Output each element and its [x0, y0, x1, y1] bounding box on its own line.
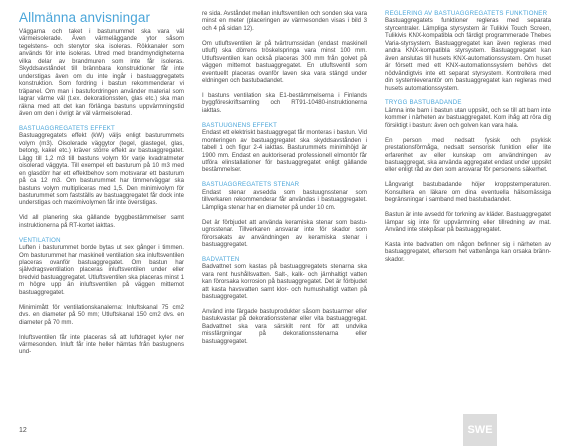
- page-number: 12: [19, 427, 27, 434]
- section-heading: BADVATTEN: [202, 255, 240, 263]
- paragraph: Endast ett elektriskt bastuaggregat får monteras i bastun. Vid monteringen av bastuaggregatet ska skyddsavstånden i tabell 1 och figur 2-4 iakttas. Basturummets minimihöjd är 1900 mm. Endast en auktoriserad professionell elmontör får utföra elinstallationer för bastuaggregatet enligt gällande bestämmelser.: [202, 129, 367, 174]
- paragraph: Endast stenar avsedda som bastuugnsstenar som tillverkaren rekommenderar får användas i bastuaggregatet. Lämpliga stenar har en diameter på under 10 cm.: [202, 188, 367, 211]
- paragraph: Inluftsventilen får inte placeras så att luftdraget kyler ner värmesonden. Inluft får inte heller hämtas från bastugnens und-: [19, 333, 184, 356]
- paragraph: Det är förbjudet att använda keramiska stenar som bastu-ugnsstenar. Tillverkaren ansvarar inte för skador som förorsakats av användningen av keramiska stenar i bastuaggregatet.: [202, 218, 367, 248]
- paragraph: Använd inte färgade bastuprodukter såsom bastuarmer eller bastukvastar på dekorationsstenar eller vita bastuaggregat. Badvattnet ska vara särskilt rent för att undvika missfärgningar på dekorationsstenarna eller bastuaggregatet.: [202, 308, 367, 345]
- section-heading: BASTUAGGREGATETS EFFEKT: [19, 124, 115, 132]
- column-left-content: [19, 28, 184, 356]
- paragraph: Vid all planering ska gällande byggbestämmelser samt instruktionerna på RT-kortet iakttas.: [19, 214, 184, 229]
- paragraph: Lämna inte barn i bastun utan uppsikt, och se till att barn inte kommer i närheten av bastuaggregatet. Kom ihåg att röra dig försiktigt i bastun: även och golven kan vara hala.: [385, 106, 551, 129]
- section-heading: VENTILATION: [19, 236, 61, 244]
- paragraph: En person med nedsatt fysisk och psykisk prestationsförmåga, nedsatt sensorisk funktion eller lite erfarenhet av eller kunskap om användningen av bastuaggregat, ska använda aggregatet endast under uppsikt eller enligt råd av den som ansvarar för personens säkerhet.: [385, 136, 552, 174]
- paragraph: Minimimått för ventilationskanalerna: Inluftskanal 75 cm2 dvs. en diameter på 50 mm; Utluftskanal 150 cm2 dvs. en diameter på 70 mm.: [19, 303, 184, 326]
- paragraph: I bastuns ventilation ska E1-bestämmelserna i Finlands byggföreskriftsamling och RT91-10480-instruktionerna iakttas.: [202, 91, 367, 114]
- section-heading: REGLERING AV BASTUAGGREGATETS FUNKTIONER: [385, 10, 548, 17]
- section-heading: BASTUAGGREGATETS STENAR: [202, 181, 300, 189]
- paragraph: re sida. Avståndet mellan inluftsventilen och sonden ska vara minst en meter (placeringen av värmesonden visas i bild 3 och 4 på sidan 12).: [202, 10, 367, 32]
- language-tab: SWE: [463, 414, 497, 446]
- column-right-content: [385, 10, 551, 263]
- section-heading: TRYGG BASTUBADANDE: [385, 99, 462, 107]
- paragraph: Luften i basturummet borde bytas ut sex gånger i timmen. Om basturummet har maskinell ventilation ska inluftsventilen placeras ovanför bastuaggregatet. Om bastun har självdragsventilation placeras inluftsventilen under eller bredvid bastuaggregatet. Utluftsventilen ska placeras minst 1 m högre upp än inluftsventilen på väggen mittemot bastuaggregatet.: [19, 244, 184, 296]
- paragraph: Kasta inte badvatten om någon befinner sig i närheten av bastuaggregatet, eftersom het vattenånga kan orsaka bränn- skador.: [385, 240, 551, 263]
- paragraph: Om utluftsventilen är på tvärtrumssidan (endast maskinell utluft) ska dörrens tröskelspringa vara minst 100 mm. Utluftsventilen kan också placeras 300 mm från golvet på väggen mittemot bastuaggregatet. En utluftsventil som eventuellt placeras ovanför laven ska vara stängd under eldningen och bastubadandet.: [202, 39, 367, 85]
- column-left: [19, 10, 184, 356]
- page-title: Allmänna anvisningar: [19, 10, 151, 25]
- column-middle-content: [202, 10, 367, 345]
- section-heading: BASTUUGNENS EFFEKT: [202, 121, 278, 129]
- paragraph: Väggarna och taket i bastunummet ska vara väl värmeisolerade. Även värmeläggande ytor såsom tegelstens- och stenytor ska isoleras. Rökkanaler som används för inte isoleras. Utred med brandmyndigheterna vilka delar av brandmuren som inte får isoleras. Skyddsavståndet till brännbara konstruktioner får inte understigas även om du inte ingår i bastuaggregatets konstruktion. Som fordring i bastun rekommenderar vi träpanel. Om man i bastufordringen använder material som lagrar värme väl (t.ex. dekorationssten, glas etc.) ska man räkna med att det kan förlänga bastuns uppvärmningstid även om den i övrigt är väl värmeisolerad.: [19, 28, 184, 117]
- paragraph: Bastuaggregatets funktioner regleras med separata styrcentraler. Lämpliga styrsystem är Tulikivi Touch Screen, Tulikivis KNX-kompatibla och färdigt programmerade Thebes Varia-styrsystem. Bastuaggregatet kan även regleras med andra KNX-kompatibla styrsystem. Bastuaggregatet kan även anslutas till husets KNX-automationssystem. Om huset är försett med ett KNX-automationssystem behövs det nödvändigtvis inte ett separat styrsystem. Kontrollera med din systemleverantör om bastuaggregatet kan regleras med husets automationssystem.: [385, 17, 551, 92]
- column-right: [385, 10, 551, 263]
- paragraph: Badvattnet som kastas på bastuaggregatets stenarna ska vara rent hushållsvatten. Salt-, kalk- och järnhaltigt vatten kan förorsaka korrosion på bastuaggregatet. Det är förbjudet att kasta havsvatten samt klor- och humushaltigt vatten på bastuaggregatet.: [202, 263, 367, 301]
- paragraph: Bastun är inte avsedd för torkning av kläder. Bastuaggregatet lämpar sig inte för uppvärmning eller tillredning av mat. Använd inte stekpåsar på bastuaggregatet.: [385, 211, 551, 234]
- paragraph: Långvarigt bastubadande höjer kroppstemperaturen. Konsultera en läkare om dina eventuella hälsomässiga begränsningar i samband med bastubadandet.: [385, 181, 551, 204]
- paragraph: Bastuaggregatets effekt (kW) väljs enligt basturummets volym (m3). Oisolerade väggytor (tegel, glastegel, glas, betong, kakel etc.) kräver större effekt av bastuaggregatet. Lägg till 1,2 m3 till bastuns volym för varje kvadratmeter oisolerad väggyta. Till exempel ett basturum på 10 m3 med en glasdörr har ett effektbehov som motsvarar ett basturum på ca 12 m3. Om basturummet har timmerväggar ska bastuns volym multipliceras med 1,5. Den minimivolym för basturummet som fastställs av bastuaggregatet får dock inte understigas och maximivolymen får inte överstigas.: [19, 132, 184, 207]
- column-middle: [202, 10, 367, 345]
